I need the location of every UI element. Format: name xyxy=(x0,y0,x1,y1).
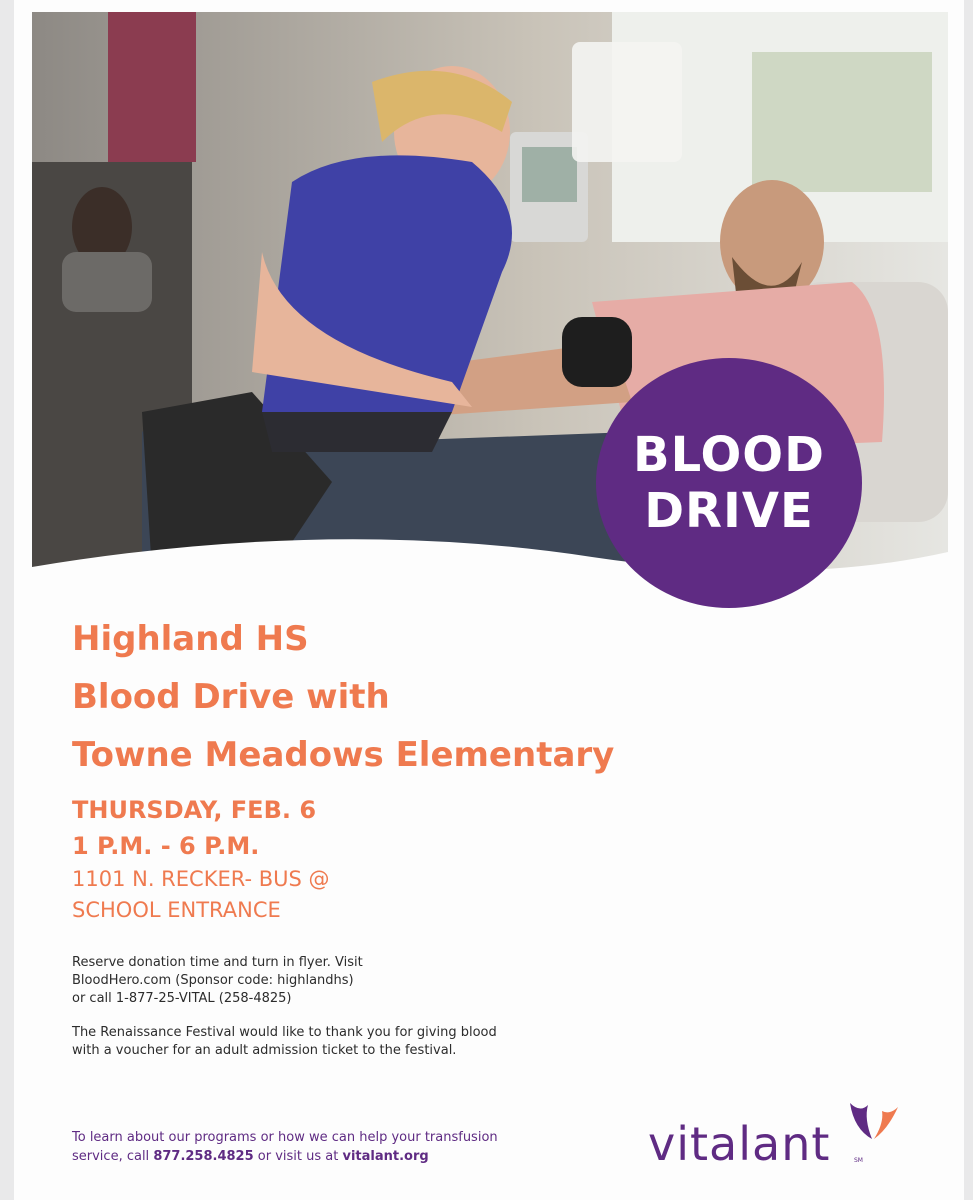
reserve-line-1: Reserve donation time and turn in flyer. Visit xyxy=(72,955,363,970)
title-line-3: Towne Meadows Elementary xyxy=(72,735,615,775)
thanks-line-2: with a voucher for an adult admission ticket to the festival. xyxy=(72,1043,457,1058)
footer-phone: 877.258.4825 xyxy=(153,1149,254,1164)
reserve-line-2: BloodHero.com (Sponsor code: highlandhs) xyxy=(72,973,354,988)
footer-contact xyxy=(72,1128,632,1166)
logo-service-mark: SM xyxy=(854,1157,863,1164)
event-details xyxy=(72,792,330,926)
vitalant-logo xyxy=(648,1097,918,1177)
thanks-line-1: The Renaissance Festival would like to thank you for giving blood xyxy=(72,1025,497,1040)
event-date: THURSDAY, FEB. 6 xyxy=(72,796,317,824)
badge-line-1: BLOOD xyxy=(633,427,825,483)
event-address-line-2: SCHOOL ENTRANCE xyxy=(72,898,281,922)
reserve-instructions xyxy=(72,954,632,1060)
flyer-page xyxy=(14,0,964,1200)
title-line-2: Blood Drive with xyxy=(72,677,390,717)
title-line-1: Highland HS xyxy=(72,619,309,659)
badge-line-2: DRIVE xyxy=(644,483,814,539)
event-address-line-1: 1101 N. RECKER- BUS @ xyxy=(72,867,330,891)
footer-line-1: To learn about our programs or how we can help your transfusion xyxy=(72,1130,498,1145)
reserve-line-3: or call 1-877-25-VITAL (258-4825) xyxy=(72,991,292,1006)
footer-prefix: service, call xyxy=(72,1149,154,1164)
blood-drive-badge xyxy=(596,358,862,608)
footer-website: vitalant.org xyxy=(342,1149,429,1164)
butterfly-icon xyxy=(844,1099,904,1143)
footer-line-2 xyxy=(72,1147,632,1166)
event-time: 1 P.M. - 6 P.M. xyxy=(72,832,260,860)
footer-mid: or visit us at xyxy=(253,1149,343,1164)
event-title xyxy=(72,610,942,784)
logo-wordmark: vitalant xyxy=(648,1117,831,1171)
